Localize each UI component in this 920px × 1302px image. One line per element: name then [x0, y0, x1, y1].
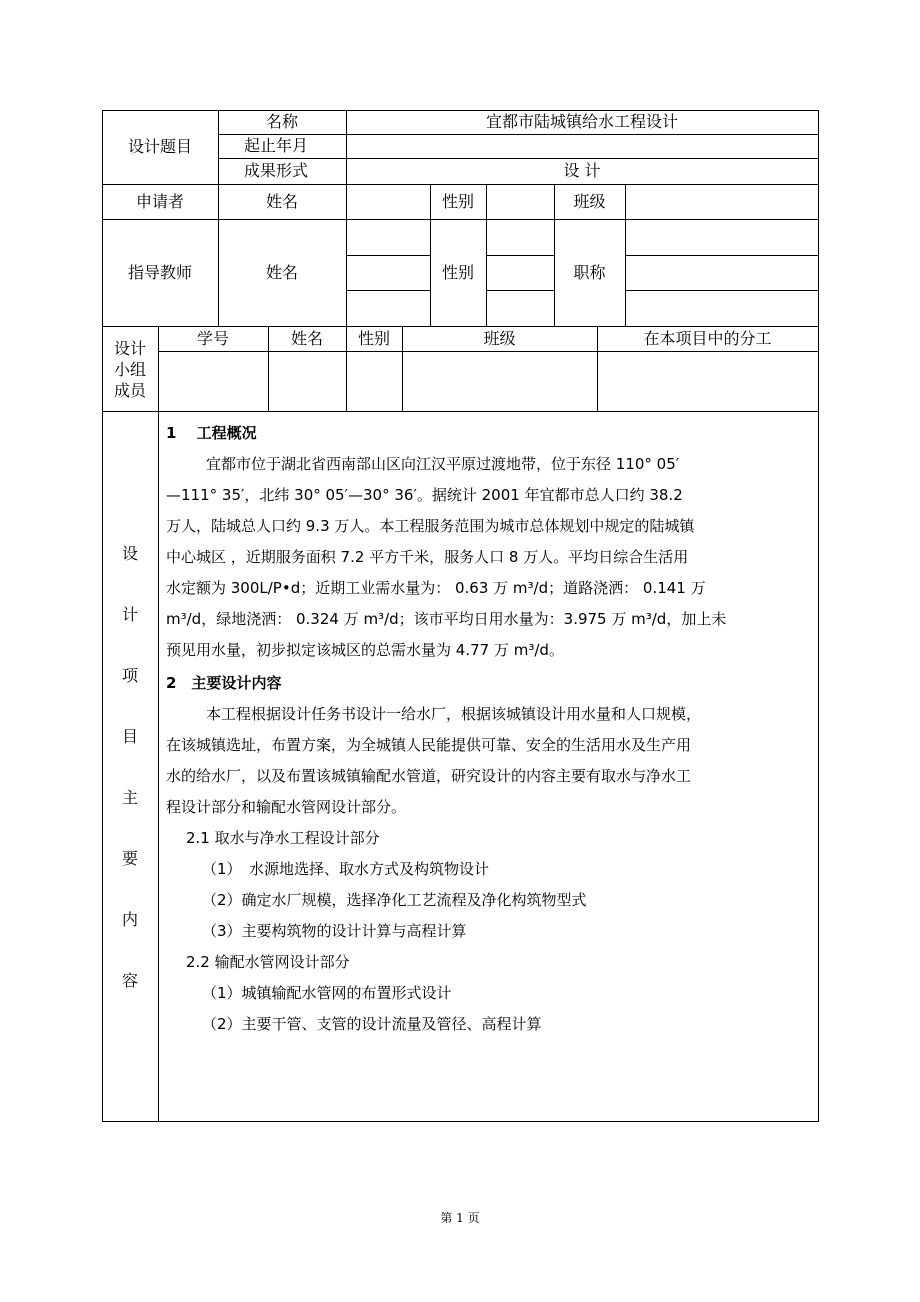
list-item: （1） 水源地选择、取水方式及构筑物设计 [202, 860, 490, 878]
member-header-name: 姓名 [290, 328, 323, 348]
page-number: 第 1 页 [440, 1211, 480, 1225]
row-divider [346, 290, 430, 291]
content-line: 水定额为 300L/P•d；近期工业需水量为： 0.63 万 m³/d；道路浇洒： 0.141 万 [166, 579, 706, 597]
applicant-class-label: 班级 [573, 191, 606, 211]
row-divider [486, 255, 554, 256]
row-divider [625, 290, 819, 291]
column-divider [158, 326, 159, 1122]
content-label-char: 设 [121, 543, 138, 563]
period-label: 起止年月 [244, 136, 309, 155]
content-line: 预见用水量，初步拟定该城区的总需水量为 4.77 万 m³/d。 [166, 641, 564, 659]
row-divider [102, 411, 819, 412]
content-line: 水的给水厂，以及布置该城镇输配水管道，研究设计的内容主要有取水与净水工 [166, 767, 692, 785]
content-line: m³/d，绿地浇洒： 0.324 万 m³/d；该市平均日用水量为：3.975 万 m³/d，加上未 [166, 610, 727, 628]
name-label: 名称 [265, 112, 298, 131]
supervisor-gender-label: 性别 [441, 262, 474, 282]
row-divider [158, 351, 819, 352]
subsection-heading: 2.2 输配水管网设计部分 [186, 953, 350, 971]
row-divider [486, 290, 554, 291]
supervisor-name-label: 姓名 [265, 262, 298, 282]
content-line: —111° 35′，北纬 30° 05′—30° 36′。据统计 2001 年宜都市总人口约 38.2 [166, 486, 683, 504]
content-line: 中心城区 ，近期服务面积 7.2 平方千米，服务人口 8 万人。平均日综合生活用 [166, 548, 689, 566]
list-item: （2）主要干管、支管的设计流量及管径、高程计算 [202, 1015, 542, 1033]
topic-label: 设计题目 [127, 137, 192, 156]
content-label-char: 容 [121, 970, 138, 990]
member-header-class: 班级 [483, 328, 516, 348]
content-label-char: 主 [121, 787, 138, 807]
group-label-line: 成员 [113, 380, 146, 400]
table-border-right [818, 110, 819, 1122]
table-border-bottom [102, 1121, 819, 1122]
list-item: （1）城镇输配水管网的布置形式设计 [202, 984, 452, 1002]
content-label-char: 目 [121, 726, 138, 746]
content-label-char: 要 [121, 848, 138, 868]
group-members-label [102, 330, 158, 408]
content-label-char: 项 [121, 665, 138, 685]
list-item: （3）主要构筑物的设计计算与高程计算 [202, 922, 467, 940]
project-name-value: 宜都市陆城镇给水工程设计 [485, 112, 678, 131]
group-label-line: 设计 [113, 338, 146, 358]
member-header-gender: 性别 [357, 328, 390, 348]
list-item: （2）确定水厂规模，选择净化工艺流程及净化构筑物型式 [202, 891, 587, 909]
applicant-name-label: 姓名 [265, 191, 298, 211]
content-line: 程设计部分和输配水管网设计部分。 [166, 798, 407, 816]
member-header-id: 学号 [196, 328, 229, 348]
section-heading: 2 主要设计内容 [166, 674, 282, 692]
applicant-label: 申请者 [135, 191, 184, 211]
column-divider [625, 184, 626, 326]
output-label: 成果形式 [244, 161, 309, 180]
content-line: 宜都市位于湖北省西南部山区向江汉平原过渡地带，位于东径 110° 05′ [206, 455, 680, 473]
period-value [346, 134, 818, 158]
column-divider [486, 184, 487, 326]
subsection-heading: 2.1 取水与净水工程设计部分 [186, 829, 380, 847]
section-heading: 1 工程概况 [166, 424, 257, 442]
content-line: 在该城镇选址，布置方案，为全城镇人民能提供可靠、安全的生活用水及生产用 [166, 736, 692, 754]
content-label-char: 内 [121, 909, 138, 929]
applicant-gender-label: 性别 [441, 191, 474, 211]
supervisor-label: 指导教师 [127, 262, 192, 282]
content-section-label [102, 412, 158, 1122]
group-label-line: 小组 [113, 359, 146, 379]
member-header-role: 在本项目中的分工 [643, 328, 772, 348]
content-line: 本工程根据设计任务书设计一给水厂，根据该城镇设计用水量和人口规模， [206, 705, 702, 723]
content-line: 万人，陆城总人口约 9.3 万人。本工程服务范围为城市总体规划中规定的陆城镇 [166, 517, 695, 535]
supervisor-title-label: 职称 [573, 262, 606, 282]
row-divider [625, 255, 819, 256]
content-label-char: 计 [121, 604, 138, 624]
row-divider [346, 255, 430, 256]
output-value: 设 计 [563, 161, 601, 180]
